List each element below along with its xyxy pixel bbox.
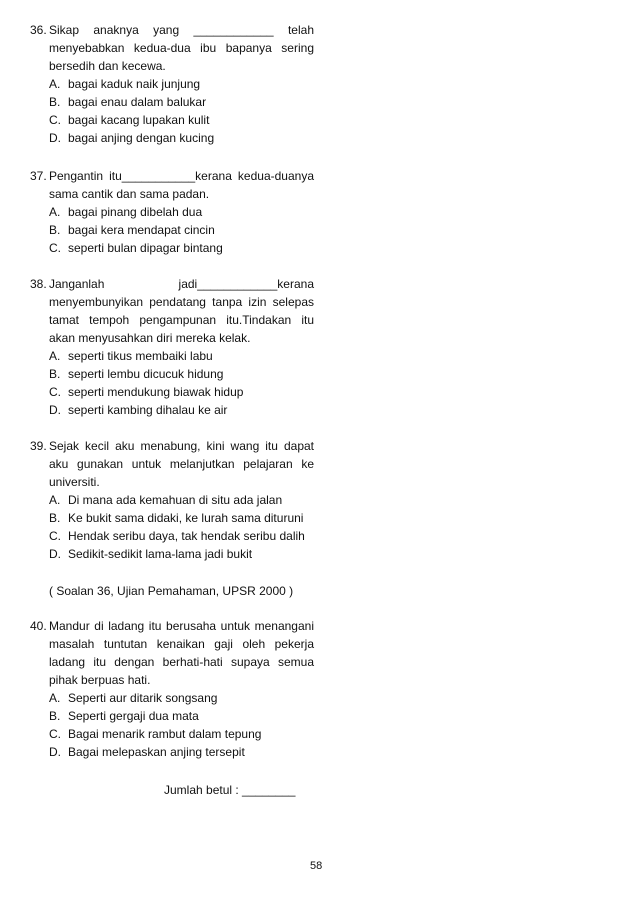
option-letter: D. (49, 403, 61, 417)
question-number: 39. (30, 439, 47, 453)
question-37 (30, 167, 314, 257)
option-letter: C. (49, 113, 61, 127)
option-d (30, 743, 314, 761)
question-number: 38. (30, 277, 47, 291)
option-text: Ke bukit sama didaki, ke lurah sama dituruni (68, 511, 304, 525)
option-text: Seperti gergaji dua mata (68, 709, 199, 723)
option-text: bagai pinang dibelah dua (68, 205, 203, 219)
option-letter: B. (49, 367, 61, 381)
option-a (30, 75, 314, 93)
option-a (30, 347, 314, 365)
option-c (30, 527, 314, 545)
score-line: Jumlah betul : ________ (164, 783, 296, 797)
option-text: seperti kambing dihalau ke air (68, 403, 228, 417)
option-letter: B. (49, 95, 61, 109)
option-text: Bagai melepaskan anjing tersepit (68, 745, 245, 759)
option-letter: C. (49, 385, 61, 399)
question-39 (30, 437, 314, 563)
option-b (30, 509, 314, 527)
option-text: bagai enau dalam balukar (68, 95, 207, 109)
option-c (30, 111, 314, 129)
question-36 (30, 21, 314, 147)
option-text: bagai kera mendapat cincin (68, 223, 215, 237)
option-a (30, 203, 314, 221)
option-letter: C. (49, 529, 61, 543)
question-stem (30, 275, 314, 347)
option-c (30, 383, 314, 401)
option-text: seperti mendukung biawak hidup (68, 385, 244, 399)
question-40 (30, 617, 314, 761)
question-number: 36. (30, 23, 47, 37)
option-b (30, 221, 314, 239)
page-number: 58 (310, 860, 323, 872)
option-d (30, 401, 314, 419)
option-text: Di mana ada kemahuan di situ ada jalan (68, 493, 283, 507)
option-text: Sedikit-sedikit lama-lama jadi bukit (68, 547, 253, 561)
option-letter: B. (49, 223, 61, 237)
option-a (30, 491, 314, 509)
question-stem (30, 617, 314, 689)
question-text: Sejak kecil aku menabung, kini wang itu dapat aku gunakan untuk melanjutkan pelajaran ke universiti. (49, 439, 314, 489)
option-letter: A. (49, 691, 61, 705)
option-letter: D. (49, 131, 61, 145)
option-text: seperti lembu dicucuk hidung (68, 367, 224, 381)
option-text: bagai kacang lupakan kulit (68, 113, 210, 127)
option-letter: D. (49, 547, 61, 561)
question-text: Janganlah jadi____________kerana menyembunyikan pendatang tanpa izin selepas tamat tempoh pengampunan itu.Tindakan itu akan menyusahkan diri mereka kelak. (49, 277, 314, 345)
question-38 (30, 275, 314, 419)
option-d (30, 545, 314, 563)
source-note: ( Soalan 36, Ujian Pemahaman, UPSR 2000 ) (49, 584, 294, 598)
option-text: Bagai menarik rambut dalam tepung (68, 727, 262, 741)
option-d (30, 129, 314, 147)
option-text: bagai anjing dengan kucing (68, 131, 215, 145)
question-number: 40. (30, 619, 47, 633)
question-stem (30, 21, 314, 75)
option-c (30, 239, 314, 257)
option-text: seperti bulan dipagar bintang (68, 241, 223, 255)
option-letter: C. (49, 241, 61, 255)
option-c (30, 725, 314, 743)
option-letter: A. (49, 205, 61, 219)
option-text: Hendak seribu daya, tak hendak seribu dalih (68, 529, 305, 543)
option-text: seperti tikus membaiki labu (68, 349, 213, 363)
question-text: Pengantin itu___________kerana kedua-duanya sama cantik dan sama padan. (49, 169, 314, 201)
option-text: Seperti aur ditarik songsang (68, 691, 218, 705)
question-text: Sikap anaknya yang ____________ telah menyebabkan kedua-dua ibu bapanya sering bersedih dan kecewa. (49, 23, 314, 73)
option-letter: B. (49, 511, 61, 525)
question-text: Mandur di ladang itu berusaha untuk menangani masalah tuntutan kenaikan gaji oleh pekerja ladang itu dengan berhati-hati supaya semua pihak berpuas hati. (49, 619, 314, 687)
option-letter: A. (49, 77, 61, 91)
option-a (30, 689, 314, 707)
option-text: bagai kaduk naik junjung (68, 77, 201, 91)
option-b (30, 707, 314, 725)
option-letter: C. (49, 727, 61, 741)
option-b (30, 93, 314, 111)
question-stem (30, 167, 314, 203)
option-b (30, 365, 314, 383)
option-letter: A. (49, 349, 61, 363)
option-letter: D. (49, 745, 61, 759)
question-stem (30, 437, 314, 491)
question-number: 37. (30, 169, 47, 183)
option-letter: B. (49, 709, 61, 723)
option-letter: A. (49, 493, 61, 507)
